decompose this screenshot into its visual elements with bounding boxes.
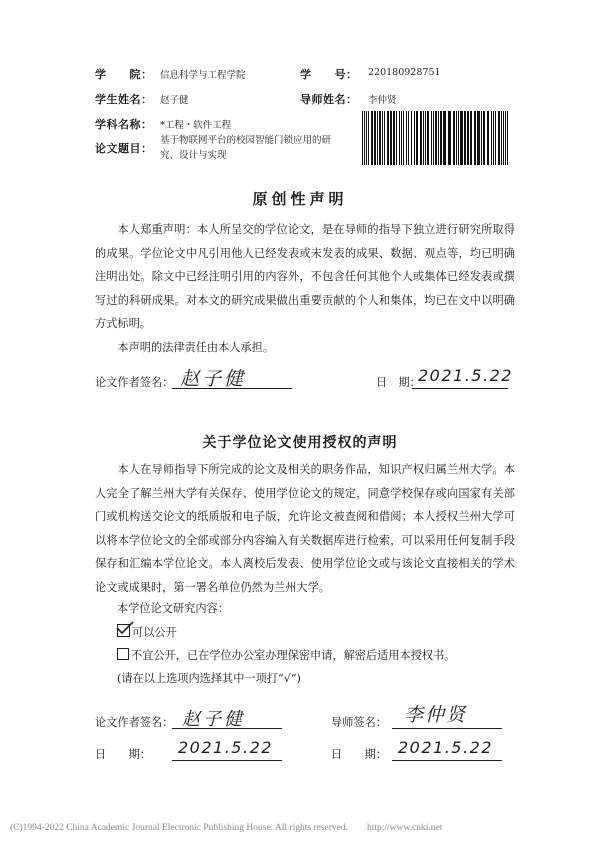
barcode-bar	[393, 111, 395, 165]
research-content-label: 本学位论文研究内容：	[117, 602, 229, 615]
barcode-bar	[401, 111, 402, 165]
barcode	[360, 111, 512, 169]
originality-para-2: 本声明的法律责任由本人承担。	[117, 340, 275, 354]
barcode-bar	[414, 111, 415, 165]
barcode-bar	[377, 111, 378, 165]
authorization-title: 关于学位论文使用授权的声明	[202, 435, 398, 451]
barcode-bar	[505, 111, 506, 165]
barcode-bar	[387, 111, 389, 165]
barcode-bar	[470, 111, 472, 165]
barcode-bar	[431, 111, 432, 165]
barcode-bar	[507, 111, 508, 165]
authorization-para-1: 本人在导师指导下所完成的论文及相关的职务作品，知识产权归属兰州大学。本人完全了解兰州大学有关保存、使用学位论文的规定，同意学校保存或向国家有关部门或机构送交论文的纸质版和电子版，允许论文被查阅和借阅；本人授权兰州大学可以将本学位论文的全部或部分内容编入有关数据库进行检索，可以采用任何复制手段保存和汇编本学位论文。本人离校后发表、使用学位论文或与该论文直接相关的学术论文或成果时，第一署名单位仍然为兰州大学。	[95, 463, 515, 594]
barcode-bar	[390, 111, 392, 165]
barcode-bar	[464, 111, 466, 165]
advisor-sig-line	[392, 728, 502, 729]
barcode-bar	[411, 111, 412, 165]
barcode-bar	[403, 111, 404, 165]
option-public-label: 可以公开	[132, 626, 177, 639]
college-value: 信息科学与工程学院	[160, 70, 246, 81]
originality-author-signature: 赵子健	[180, 368, 247, 390]
option-restricted-checkbox	[117, 648, 129, 660]
barcode-bar	[408, 111, 409, 165]
barcode-bar	[379, 111, 381, 165]
originality-date-label: 日 期：	[376, 376, 421, 389]
barcode-bar	[493, 111, 494, 165]
auth-author-signature: 赵子健	[182, 709, 245, 730]
barcode-bar	[498, 111, 500, 165]
barcode-bar	[399, 111, 400, 165]
barcode-bar	[477, 111, 480, 165]
originality-para-1: 本人郑重声明：本人所呈交的学位论文，是在导师的指导下独立进行研究所取得的成果。学位论文中凡引用他人已经发表或未发表的成果、数据、观点等，均已明确注明出处。除文中已经注明引用的内容外，不包含任何其他个人或集体已经发表或撰写过的科研成果。对本文的研究成果做出重要贡献的个人和集体，均已在文中以明确方式标明。	[95, 223, 515, 330]
advisor-label: 导师姓名：	[300, 93, 358, 106]
auth-date-2: 2021.5.22	[398, 738, 493, 757]
student-id-value: 220180928751	[368, 67, 441, 78]
barcode-bar	[366, 111, 367, 165]
originality-author-sig-label: 论文作者签名：	[95, 376, 174, 389]
barcode-bar	[440, 111, 442, 165]
auth-date-line-1	[172, 760, 282, 761]
authorization-body	[95, 458, 515, 599]
major-label: 学科名称：	[95, 118, 153, 131]
thesis-title-line1: 基于物联网平台的校园智能门锁应用的研	[160, 135, 332, 146]
barcode-bar	[443, 111, 446, 165]
student-name-value: 赵子健	[160, 95, 189, 106]
barcode-bar	[382, 111, 383, 165]
barcode-bar	[501, 111, 502, 165]
barcode-bar	[435, 111, 437, 165]
student-name-label: 学生姓名：	[95, 93, 153, 106]
advisor-signature: 李仲贤	[404, 704, 468, 726]
advisor-sig-label: 导师签名：	[331, 716, 387, 729]
selection-instruction: (请在以上选项内选择其中一项打“√”)	[117, 672, 301, 685]
barcode-bar	[433, 111, 434, 165]
barcode-bar	[364, 111, 365, 165]
barcode-bar	[495, 111, 496, 165]
auth-date-label-1: 日 期：	[95, 748, 151, 761]
barcode-bar	[438, 111, 439, 165]
barcode-bar	[483, 111, 485, 165]
option-public	[117, 624, 177, 640]
barcode-bar	[371, 111, 373, 165]
barcode-bar	[481, 111, 482, 165]
thesis-title-label: 论文题目：	[95, 142, 153, 155]
barcode-bar	[423, 111, 424, 165]
barcode-bar	[406, 111, 407, 165]
originality-date-line	[412, 388, 508, 389]
copyright-footer: (C)1994-2022 China Academic Journal Electronic Publishing House. All rights reserved. http://www.cnki.net	[10, 823, 443, 833]
barcode-bar	[460, 111, 463, 165]
option-restricted-label: 不宜公开，已在学位办公室办理保密申请，解密后适用本授权书。	[131, 649, 456, 662]
barcode-bar	[362, 111, 363, 165]
check-mark-icon	[116, 621, 134, 635]
auth-date-1: 2021.5.22	[178, 738, 273, 757]
barcode-bar	[487, 111, 489, 165]
barcode-bar	[456, 111, 457, 165]
barcode-bar	[491, 111, 492, 165]
option-public-checkbox	[117, 624, 130, 637]
barcode-bar	[467, 111, 469, 165]
barcode-bar	[396, 111, 397, 165]
major-value: *工程・软件工程	[160, 120, 232, 131]
thesis-title-line2: 究、设计与实现	[160, 150, 227, 161]
barcode-bar	[420, 111, 422, 165]
barcode-bar	[474, 111, 476, 165]
originality-date: 2021.5.22	[418, 366, 513, 385]
barcode-bar	[453, 111, 455, 165]
auth-date-line-2	[392, 760, 502, 761]
option-restricted	[117, 647, 455, 663]
advisor-value: 李仲贤	[368, 95, 397, 106]
originality-body	[95, 218, 515, 359]
barcode-bar	[368, 111, 369, 165]
auth-author-sig-label: 论文作者签名：	[95, 716, 174, 729]
barcode-bar	[384, 111, 385, 165]
barcode-bar	[416, 111, 418, 165]
barcode-bar	[458, 111, 459, 165]
student-id-label: 学 号：	[300, 68, 358, 81]
auth-date-label-2: 日 期：	[331, 748, 387, 761]
originality-title: 原创性声明	[252, 190, 348, 208]
barcode-bar	[427, 111, 429, 165]
barcode-bar	[425, 111, 426, 165]
barcode-bar	[503, 111, 504, 165]
college-label: 学 院：	[95, 68, 153, 81]
barcode-bar	[374, 111, 376, 165]
barcode-bar	[448, 111, 451, 165]
